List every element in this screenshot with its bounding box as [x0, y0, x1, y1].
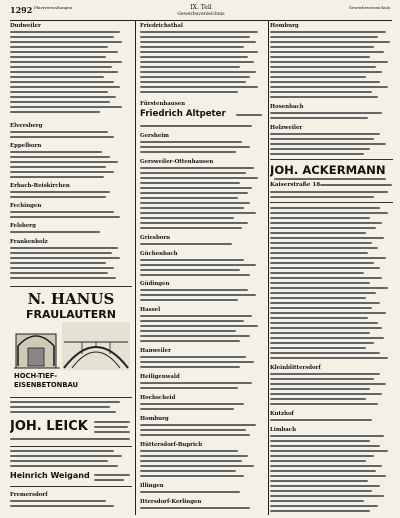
listing-line: [10, 401, 120, 403]
listing-line: [270, 317, 368, 319]
listing-line: [140, 424, 256, 426]
ad-leick-name: JOH. LEICK: [10, 419, 88, 434]
listing-line: [140, 41, 256, 43]
listing-line: [270, 117, 368, 119]
section-heading: Hanweiler: [140, 348, 171, 354]
listing-line: [270, 272, 364, 274]
listing-line: [140, 71, 256, 73]
listing-line: [270, 505, 378, 507]
listing-line: [140, 202, 250, 204]
listing-line: [10, 86, 120, 88]
listing-line: [270, 31, 386, 33]
advertisement-ackermann: [270, 161, 393, 201]
listing-line: [270, 86, 388, 88]
listing-line: [140, 269, 240, 271]
listing-line: [140, 192, 248, 194]
listing-line: [270, 347, 366, 349]
listing-line: [10, 176, 104, 178]
ad-hanus-service-2: EISENBETONBAU: [14, 381, 79, 389]
listing-line: [140, 182, 240, 184]
listing-line: [140, 340, 240, 342]
listing-line: [270, 322, 378, 324]
section-heading: Friedrichsthal: [140, 23, 183, 29]
listing-line: [270, 207, 380, 209]
listing-line: [140, 146, 250, 148]
listing-line: [270, 71, 382, 73]
listing-line: [140, 243, 232, 245]
listing-line: [140, 197, 238, 199]
listing-line: [140, 31, 258, 33]
listing-line: [10, 191, 110, 193]
listing-line: [10, 267, 114, 269]
advertisement-hanus: [10, 286, 132, 394]
listing-line: [140, 212, 256, 214]
section-heading: Homburg: [270, 23, 299, 29]
listing-line: [10, 151, 102, 153]
listing-line: [270, 237, 384, 239]
section-heading: Frankenholz: [10, 239, 48, 245]
listing-line: [10, 156, 110, 158]
listing-line: [140, 455, 248, 457]
listing-line: [10, 46, 108, 48]
listing-line: [140, 434, 250, 436]
listing-line: [94, 431, 130, 433]
column-1: [10, 21, 130, 515]
section-heading: Eppelborn: [10, 143, 42, 149]
listing-line: [140, 361, 254, 363]
listing-line: [10, 31, 120, 33]
listing-line: [94, 426, 128, 428]
listing-line: [10, 257, 120, 259]
listing-line: [140, 207, 244, 209]
listing-line: [270, 342, 374, 344]
listing-line: [140, 299, 238, 301]
listing-line: [140, 356, 246, 358]
listing-line: [140, 187, 252, 189]
header-subtitle: Gewerbeverzeichnis: [177, 12, 225, 17]
listing-line: [94, 474, 130, 476]
advertisement-altpeter: [140, 109, 264, 123]
listing-line: [10, 277, 116, 279]
listing-line: [270, 440, 370, 442]
building-illustration-icon: [14, 322, 60, 370]
listing-line: [270, 56, 370, 58]
column-divider: [268, 21, 269, 515]
listing-line: [10, 96, 116, 98]
listing-line: [320, 184, 392, 186]
listing-line: [270, 222, 382, 224]
listing-line: [270, 277, 382, 279]
listing-line: [10, 161, 118, 163]
ad-divider-rule: [10, 286, 132, 287]
section-heading: Hochscheid: [140, 395, 176, 401]
listing-line: [270, 138, 374, 140]
listing-line: [270, 232, 366, 234]
listing-line: [140, 475, 244, 477]
listing-line: [10, 465, 118, 467]
listing-line: [140, 315, 252, 317]
listing-line: [270, 196, 374, 198]
listing-line: [10, 406, 110, 408]
listing-line: [140, 76, 250, 78]
listing-line: [140, 46, 244, 48]
listing-line: [270, 393, 382, 395]
ad-hanus-service: HOCH-TIEF-: [14, 372, 58, 380]
listing-line: [270, 388, 370, 390]
column-divider: [135, 21, 136, 515]
column-2: [140, 21, 266, 515]
listing-line: [270, 153, 364, 155]
listing-line: [270, 252, 368, 254]
section-heading: Dudweiler: [10, 23, 41, 29]
ad-divider-rule: [10, 486, 132, 487]
section-heading: Ittersdorf-Kerlingen: [140, 499, 202, 505]
listing-line: [140, 470, 236, 472]
listing-line: [270, 373, 380, 375]
listing-line: [270, 495, 384, 497]
listing-line: [140, 86, 258, 88]
section-heading: Felsberg: [10, 223, 36, 229]
listing-line: [270, 485, 380, 487]
listing-line: [270, 191, 388, 193]
listing-line: [270, 112, 382, 114]
listing-line: [140, 325, 258, 327]
listing-line: [270, 435, 384, 437]
section-heading: Homburg: [140, 416, 169, 422]
listing-line: [270, 217, 370, 219]
listing-line: [270, 312, 386, 314]
listing-line: [10, 131, 108, 133]
listing-line: [94, 421, 130, 423]
listing-line: [140, 387, 238, 389]
listing-line: [270, 445, 380, 447]
listing-line: [140, 51, 258, 53]
listing-line: [10, 66, 112, 68]
arch-bridge-icon: [62, 322, 130, 370]
listing-line: [270, 297, 366, 299]
listing-line: [10, 252, 112, 254]
listing-line: [140, 320, 244, 322]
listing-line: [270, 357, 388, 359]
listing-line: [140, 56, 248, 58]
listing-line: [270, 465, 382, 467]
listing-line: [270, 212, 388, 214]
section-heading: Gersweiler-Ottenhausen: [140, 159, 214, 165]
listing-line: [140, 460, 242, 462]
header-left-label: Pfarrverwaltungen: [34, 5, 73, 10]
listing-line: [10, 455, 122, 457]
listing-line: [140, 507, 250, 509]
listing-line: [10, 41, 122, 43]
listing-line: [10, 247, 118, 249]
listing-line: [10, 196, 106, 198]
listing-line: [270, 51, 384, 53]
ad-altpeter-name: Friedrich Altpeter: [140, 109, 226, 119]
listing-line: [236, 114, 262, 116]
section-heading: Illingen: [140, 483, 164, 489]
listing-line: [270, 267, 380, 269]
listing-line: [270, 242, 372, 244]
listing-line: [270, 307, 372, 309]
listing-line: [274, 178, 386, 180]
listing-line: [140, 294, 256, 296]
listing-line: [140, 81, 246, 83]
listing-line: [270, 480, 368, 482]
listing-line: [270, 378, 374, 380]
header-right-label: Gewerbeverzeichnis: [348, 5, 390, 10]
listing-line: [140, 177, 258, 179]
listing-line: [94, 479, 124, 481]
listing-line: [270, 287, 388, 289]
listing-line: [10, 36, 114, 38]
listing-line: [140, 408, 234, 410]
listing-line: [10, 500, 106, 502]
listing-line: [10, 91, 108, 93]
listing-line: [270, 262, 374, 264]
listing-line: [10, 216, 120, 218]
listing-line: [10, 211, 114, 213]
listing-line: [140, 366, 240, 368]
listing-line: [140, 330, 236, 332]
listing-line: [10, 51, 118, 53]
page-header: [10, 4, 392, 21]
listing-line: [270, 76, 366, 78]
section-heading: Fremersdorf: [10, 492, 48, 498]
ad-hanus-name: N. HANUS: [27, 290, 115, 308]
listing-line: [270, 257, 386, 259]
listing-line: [140, 172, 246, 174]
listing-line: [140, 91, 238, 93]
listing-line: [140, 289, 248, 291]
listing-line: [270, 510, 370, 512]
listing-line: [270, 460, 366, 462]
listing-line: [270, 419, 372, 421]
header-center: [10, 4, 392, 18]
listing-line: [270, 383, 386, 385]
listing-line: [10, 411, 116, 413]
ad-divider-rule: [270, 202, 393, 203]
listing-line: [270, 475, 386, 477]
listing-line: [10, 61, 122, 63]
section-heading: Erbach-Reiskirchen: [10, 183, 70, 189]
listing-line: [270, 450, 388, 452]
listing-line: [10, 81, 114, 83]
listing-line: [10, 111, 100, 113]
listing-line: [140, 141, 242, 143]
listing-line: [270, 500, 364, 502]
ad-divider-rule: [10, 446, 132, 447]
section-heading: Limbach: [270, 427, 297, 433]
listing-line: [270, 327, 382, 329]
listing-line: [270, 41, 390, 43]
listing-line: [270, 133, 380, 135]
listing-line: [140, 66, 240, 68]
listing-line: [10, 450, 114, 452]
section-heading: Hassel: [140, 307, 161, 313]
listing-line: [140, 151, 236, 153]
listing-line: [10, 71, 118, 73]
listing-line: [10, 56, 106, 58]
listing-line: [270, 143, 386, 145]
advertisement-leick: [10, 417, 132, 445]
advertisement-weigand: [10, 470, 132, 484]
listing-line: [270, 81, 380, 83]
listing-line: [10, 166, 106, 168]
listing-line: [270, 292, 376, 294]
section-heading: Kleinblittersdorf: [270, 365, 321, 371]
listing-line: [10, 101, 110, 103]
listing-line: [270, 227, 376, 229]
section-heading: Kutzhof: [270, 411, 294, 417]
section-heading: Elversberg: [10, 123, 43, 129]
listing-line: [10, 505, 114, 507]
section-heading: Heiligenwald: [140, 374, 180, 380]
ad-ackermann-name: JOH. ACKERMANN: [270, 163, 386, 177]
listing-line: [140, 227, 242, 229]
listing-line: [10, 460, 108, 462]
listing-line: [140, 259, 244, 261]
listing-line: [140, 382, 252, 384]
listing-line: [270, 337, 384, 339]
section-heading: Holzweiler: [270, 125, 303, 131]
listing-line: [270, 247, 378, 249]
listing-line: [140, 167, 254, 169]
listing-line: [10, 231, 100, 233]
listing-line: [10, 272, 108, 274]
listing-line: [10, 171, 114, 173]
listing-line: [10, 262, 106, 264]
listing-line: [140, 429, 246, 431]
page-number: 1292: [10, 5, 33, 15]
listing-line: [270, 46, 374, 48]
section-heading: Hosenbach: [270, 104, 304, 110]
listing-line: [270, 91, 372, 93]
ad-divider-rule: [270, 159, 393, 160]
section-heading: Gersheim: [140, 133, 170, 139]
header-part: IX. Teil: [190, 4, 212, 11]
listing-line: [270, 455, 374, 457]
listing-line: [140, 465, 254, 467]
listing-line: [270, 403, 378, 405]
ad-hanus-town: FRAULAUTERN: [26, 308, 116, 321]
listing-line: [140, 217, 234, 219]
section-heading: Hüttersdorf-Buprich: [140, 442, 203, 448]
ad-ackermann-address: Kaiserstraße 18: [270, 182, 321, 188]
ad-weigand-name: Heinrich Weigand: [10, 471, 90, 480]
listing-line: [140, 491, 240, 493]
listing-line: [140, 335, 250, 337]
listing-line: [140, 36, 250, 38]
listing-line: [270, 352, 380, 354]
listing-line: [10, 438, 130, 440]
listing-line: [140, 61, 254, 63]
listing-line: [270, 36, 378, 38]
listing-line: [270, 61, 388, 63]
listing-line: [270, 96, 378, 98]
section-heading: Griesborn: [140, 235, 171, 241]
listing-line: [10, 76, 104, 78]
listing-line: [140, 222, 248, 224]
listing-line: [270, 398, 366, 400]
listing-line: [10, 136, 114, 138]
column-3: [270, 21, 395, 515]
listing-line: [270, 332, 370, 334]
listing-line: [270, 490, 372, 492]
listing-line: [140, 403, 244, 405]
listing-line: [270, 66, 376, 68]
listing-line: [270, 302, 380, 304]
section-heading: Güdingen: [140, 281, 170, 287]
ad-divider-rule: [10, 397, 132, 398]
listing-line: [270, 470, 376, 472]
listing-line: [140, 274, 250, 276]
listing-line: [140, 125, 252, 127]
listing-line: [10, 106, 122, 108]
section-heading: Güchenbach: [140, 251, 178, 257]
listing-line: [270, 148, 370, 150]
section-heading: Fechingen: [10, 203, 42, 209]
listing-line: [140, 450, 238, 452]
listing-line: [140, 264, 256, 266]
section-heading: Fürstenhausen: [140, 101, 186, 107]
listing-line: [270, 282, 370, 284]
